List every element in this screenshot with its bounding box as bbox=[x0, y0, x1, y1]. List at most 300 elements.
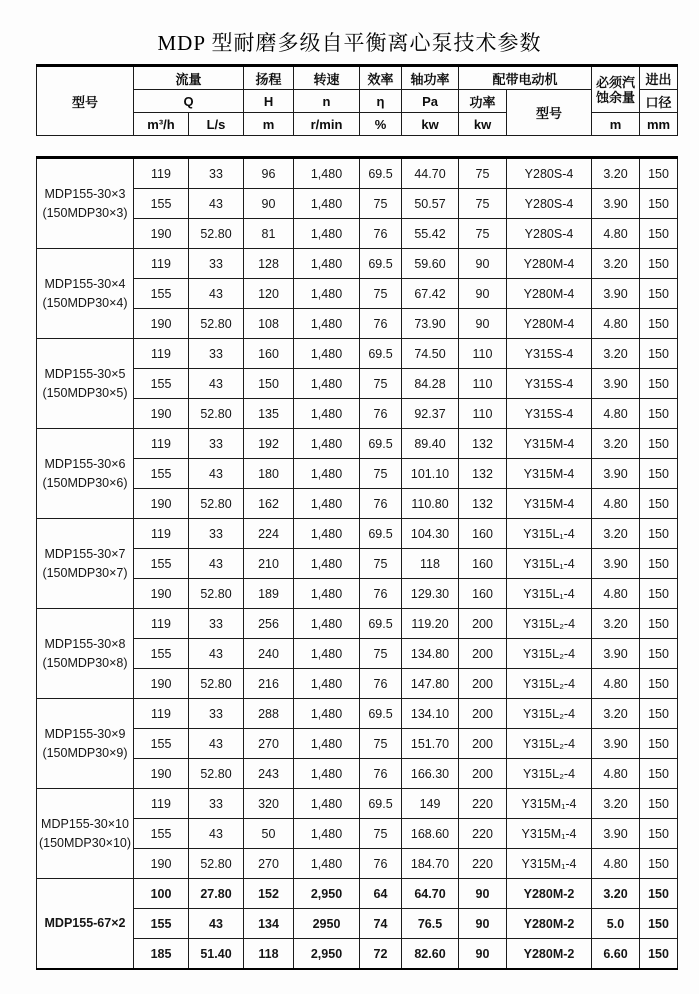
value-cell-speed_rpm: 1,480 bbox=[294, 549, 360, 579]
value-cell-motor_model: Y315M-4 bbox=[507, 429, 592, 459]
value-cell-flow_ls: 43 bbox=[189, 639, 244, 669]
parameter-table-body bbox=[36, 156, 678, 970]
value-cell-motor_model: Y315M₁-4 bbox=[507, 789, 592, 819]
value-cell-efficiency_pct: 76 bbox=[360, 219, 402, 249]
value-cell-motor_model: Y315L₂-4 bbox=[507, 729, 592, 759]
value-cell-shaft_power_kw: 73.90 bbox=[402, 309, 459, 339]
value-cell-port_mm: 150 bbox=[640, 189, 678, 219]
value-cell-npsh_m: 5.0 bbox=[592, 909, 640, 939]
pump-model-alias: (150MDP30×4) bbox=[42, 295, 128, 310]
value-cell-flow_m3h: 190 bbox=[134, 849, 189, 879]
pump-model-alias: (150MDP30×7) bbox=[42, 565, 128, 580]
value-cell-flow_ls: 51.40 bbox=[189, 939, 244, 970]
value-cell-port_mm: 150 bbox=[640, 939, 678, 970]
value-cell-motor_power_kw: 160 bbox=[459, 519, 507, 549]
value-cell-head_m: 134 bbox=[244, 909, 294, 939]
value-cell-head_m: 160 bbox=[244, 339, 294, 369]
value-cell-motor_model: Y280S-4 bbox=[507, 189, 592, 219]
value-cell-shaft_power_kw: 59.60 bbox=[402, 249, 459, 279]
value-cell-efficiency_pct: 75 bbox=[360, 279, 402, 309]
value-cell-motor_power_kw: 160 bbox=[459, 549, 507, 579]
value-cell-npsh_m: 4.80 bbox=[592, 309, 640, 339]
value-cell-flow_ls: 43 bbox=[189, 459, 244, 489]
value-cell-motor_model: Y280M-4 bbox=[507, 279, 592, 309]
value-cell-speed_rpm: 1,480 bbox=[294, 849, 360, 879]
value-cell-shaft_power_kw: 89.40 bbox=[402, 429, 459, 459]
value-cell-flow_ls: 33 bbox=[189, 519, 244, 549]
pump-model-name: MDP155-30×7 bbox=[44, 546, 126, 561]
value-cell-npsh_m: 3.20 bbox=[592, 699, 640, 729]
value-cell-npsh_m: 3.20 bbox=[592, 879, 640, 909]
header-row-2 bbox=[37, 90, 678, 113]
value-cell-efficiency_pct: 75 bbox=[360, 189, 402, 219]
table-row bbox=[37, 939, 678, 970]
value-cell-efficiency_pct: 64 bbox=[360, 879, 402, 909]
value-cell-motor_model: Y315M₁-4 bbox=[507, 849, 592, 879]
value-cell-motor_model: Y315L₁-4 bbox=[507, 579, 592, 609]
value-cell-shaft_power_kw: 118 bbox=[402, 549, 459, 579]
value-cell-efficiency_pct: 69.5 bbox=[360, 699, 402, 729]
value-cell-head_m: 162 bbox=[244, 489, 294, 519]
value-cell-motor_model: Y280M-2 bbox=[507, 879, 592, 909]
value-cell-flow_m3h: 190 bbox=[134, 309, 189, 339]
value-cell-motor_model: Y280S-4 bbox=[507, 158, 592, 189]
value-cell-flow_m3h: 155 bbox=[134, 189, 189, 219]
value-cell-efficiency_pct: 69.5 bbox=[360, 158, 402, 189]
value-cell-motor_model: Y315M-4 bbox=[507, 489, 592, 519]
col-header-motor: 配带电动机 bbox=[459, 66, 592, 90]
parameter-table-header bbox=[36, 64, 678, 136]
value-cell-motor_model: Y315L₂-4 bbox=[507, 609, 592, 639]
value-cell-port_mm: 150 bbox=[640, 669, 678, 699]
value-cell-flow_ls: 52.80 bbox=[189, 579, 244, 609]
value-cell-shaft_power_kw: 104.30 bbox=[402, 519, 459, 549]
value-cell-motor_power_kw: 110 bbox=[459, 339, 507, 369]
value-cell-efficiency_pct: 69.5 bbox=[360, 249, 402, 279]
value-cell-efficiency_pct: 76 bbox=[360, 849, 402, 879]
value-cell-flow_ls: 52.80 bbox=[189, 489, 244, 519]
table-row bbox=[37, 789, 678, 819]
value-cell-flow_m3h: 119 bbox=[134, 339, 189, 369]
value-cell-head_m: 189 bbox=[244, 579, 294, 609]
value-cell-speed_rpm: 1,480 bbox=[294, 819, 360, 849]
value-cell-motor_power_kw: 90 bbox=[459, 279, 507, 309]
table-row bbox=[37, 429, 678, 459]
value-cell-speed_rpm: 1,480 bbox=[294, 489, 360, 519]
symbol-head: H bbox=[244, 90, 294, 113]
table-row bbox=[37, 819, 678, 849]
value-cell-shaft_power_kw: 67.42 bbox=[402, 279, 459, 309]
table-row bbox=[37, 219, 678, 249]
value-cell-speed_rpm: 1,480 bbox=[294, 699, 360, 729]
value-cell-port_mm: 150 bbox=[640, 369, 678, 399]
value-cell-flow_ls: 33 bbox=[189, 249, 244, 279]
value-cell-shaft_power_kw: 74.50 bbox=[402, 339, 459, 369]
value-cell-head_m: 256 bbox=[244, 609, 294, 639]
col-header-speed: 转速 bbox=[294, 66, 360, 90]
value-cell-npsh_m: 3.90 bbox=[592, 279, 640, 309]
table-row bbox=[37, 849, 678, 879]
value-cell-npsh_m: 3.90 bbox=[592, 819, 640, 849]
col-header-model: 型号 bbox=[37, 66, 134, 136]
value-cell-motor_power_kw: 90 bbox=[459, 309, 507, 339]
value-cell-flow_ls: 43 bbox=[189, 819, 244, 849]
value-cell-flow_m3h: 190 bbox=[134, 579, 189, 609]
value-cell-shaft_power_kw: 149 bbox=[402, 789, 459, 819]
value-cell-head_m: 224 bbox=[244, 519, 294, 549]
table-row bbox=[37, 189, 678, 219]
value-cell-speed_rpm: 2,950 bbox=[294, 879, 360, 909]
value-cell-shaft_power_kw: 50.57 bbox=[402, 189, 459, 219]
value-cell-speed_rpm: 1,480 bbox=[294, 609, 360, 639]
value-cell-motor_power_kw: 200 bbox=[459, 759, 507, 789]
value-cell-head_m: 270 bbox=[244, 849, 294, 879]
value-cell-flow_ls: 33 bbox=[189, 699, 244, 729]
pump-model-alias: (150MDP30×9) bbox=[42, 745, 128, 760]
value-cell-efficiency_pct: 76 bbox=[360, 759, 402, 789]
value-cell-efficiency_pct: 69.5 bbox=[360, 339, 402, 369]
value-cell-motor_power_kw: 200 bbox=[459, 639, 507, 669]
value-cell-shaft_power_kw: 134.10 bbox=[402, 699, 459, 729]
unit-npsh: m bbox=[592, 113, 640, 136]
value-cell-efficiency_pct: 76 bbox=[360, 489, 402, 519]
value-cell-motor_model: Y280M-4 bbox=[507, 249, 592, 279]
value-cell-motor_model: Y280M-4 bbox=[507, 309, 592, 339]
value-cell-motor_model: Y315L₁-4 bbox=[507, 549, 592, 579]
pump-model-cell bbox=[37, 158, 134, 249]
value-cell-head_m: 288 bbox=[244, 699, 294, 729]
col-header-motor-model: 型号 bbox=[507, 90, 592, 136]
value-cell-flow_m3h: 155 bbox=[134, 549, 189, 579]
table-row bbox=[37, 279, 678, 309]
value-cell-motor_model: Y315M₁-4 bbox=[507, 819, 592, 849]
npsh-label-line1: 必须汽 bbox=[596, 74, 636, 90]
table-row bbox=[37, 399, 678, 429]
value-cell-flow_m3h: 155 bbox=[134, 909, 189, 939]
value-cell-motor_model: Y315L₂-4 bbox=[507, 759, 592, 789]
value-cell-port_mm: 150 bbox=[640, 459, 678, 489]
value-cell-flow_ls: 33 bbox=[189, 789, 244, 819]
value-cell-flow_m3h: 155 bbox=[134, 459, 189, 489]
table-row bbox=[37, 519, 678, 549]
value-cell-shaft_power_kw: 64.70 bbox=[402, 879, 459, 909]
pump-table-rows bbox=[37, 158, 678, 970]
pump-model-cell bbox=[37, 429, 134, 519]
value-cell-port_mm: 150 bbox=[640, 489, 678, 519]
value-cell-npsh_m: 3.90 bbox=[592, 639, 640, 669]
value-cell-speed_rpm: 1,480 bbox=[294, 579, 360, 609]
table-row bbox=[37, 249, 678, 279]
value-cell-efficiency_pct: 75 bbox=[360, 549, 402, 579]
value-cell-port_mm: 150 bbox=[640, 429, 678, 459]
value-cell-port_mm: 150 bbox=[640, 579, 678, 609]
value-cell-port_mm: 150 bbox=[640, 789, 678, 819]
value-cell-efficiency_pct: 75 bbox=[360, 639, 402, 669]
value-cell-head_m: 50 bbox=[244, 819, 294, 849]
value-cell-motor_power_kw: 90 bbox=[459, 939, 507, 970]
value-cell-motor_model: Y315L₁-4 bbox=[507, 519, 592, 549]
pump-model-cell bbox=[37, 519, 134, 609]
value-cell-shaft_power_kw: 82.60 bbox=[402, 939, 459, 970]
table-row bbox=[37, 158, 678, 189]
value-cell-head_m: 135 bbox=[244, 399, 294, 429]
value-cell-efficiency_pct: 74 bbox=[360, 909, 402, 939]
table-row bbox=[37, 639, 678, 669]
value-cell-motor_power_kw: 200 bbox=[459, 609, 507, 639]
value-cell-port_mm: 150 bbox=[640, 639, 678, 669]
value-cell-flow_m3h: 190 bbox=[134, 219, 189, 249]
value-cell-flow_m3h: 119 bbox=[134, 519, 189, 549]
value-cell-npsh_m: 3.90 bbox=[592, 729, 640, 759]
value-cell-shaft_power_kw: 129.30 bbox=[402, 579, 459, 609]
value-cell-flow_ls: 43 bbox=[189, 369, 244, 399]
value-cell-flow_m3h: 119 bbox=[134, 699, 189, 729]
value-cell-motor_model: Y315S-4 bbox=[507, 339, 592, 369]
unit-efficiency: % bbox=[360, 113, 402, 136]
value-cell-flow_m3h: 119 bbox=[134, 249, 189, 279]
value-cell-flow_ls: 52.80 bbox=[189, 669, 244, 699]
value-cell-npsh_m: 4.80 bbox=[592, 489, 640, 519]
value-cell-head_m: 216 bbox=[244, 669, 294, 699]
value-cell-flow_ls: 33 bbox=[189, 339, 244, 369]
value-cell-port_mm: 150 bbox=[640, 309, 678, 339]
value-cell-flow_m3h: 190 bbox=[134, 669, 189, 699]
value-cell-head_m: 96 bbox=[244, 158, 294, 189]
value-cell-flow_ls: 52.80 bbox=[189, 849, 244, 879]
pump-model-name: MDP155-30×4 bbox=[44, 276, 126, 291]
value-cell-motor_model: Y315L₂-4 bbox=[507, 699, 592, 729]
table-row bbox=[37, 759, 678, 789]
value-cell-flow_ls: 33 bbox=[189, 158, 244, 189]
symbol-shaft-power: Pa bbox=[402, 90, 459, 113]
value-cell-motor_power_kw: 200 bbox=[459, 699, 507, 729]
pump-model-cell bbox=[37, 879, 134, 970]
value-cell-speed_rpm: 1,480 bbox=[294, 219, 360, 249]
value-cell-speed_rpm: 1,480 bbox=[294, 369, 360, 399]
symbol-speed: n bbox=[294, 90, 360, 113]
value-cell-motor_power_kw: 200 bbox=[459, 729, 507, 759]
value-cell-shaft_power_kw: 134.80 bbox=[402, 639, 459, 669]
value-cell-speed_rpm: 1,480 bbox=[294, 249, 360, 279]
value-cell-motor_model: Y315L₂-4 bbox=[507, 639, 592, 669]
value-cell-flow_m3h: 155 bbox=[134, 819, 189, 849]
value-cell-port_mm: 150 bbox=[640, 399, 678, 429]
value-cell-efficiency_pct: 72 bbox=[360, 939, 402, 970]
value-cell-flow_m3h: 155 bbox=[134, 369, 189, 399]
col-header-npsh bbox=[592, 66, 640, 113]
value-cell-motor_model: Y280M-2 bbox=[507, 909, 592, 939]
value-cell-npsh_m: 3.90 bbox=[592, 189, 640, 219]
pump-model-cell bbox=[37, 699, 134, 789]
value-cell-speed_rpm: 1,480 bbox=[294, 399, 360, 429]
value-cell-head_m: 152 bbox=[244, 879, 294, 909]
value-cell-efficiency_pct: 76 bbox=[360, 399, 402, 429]
value-cell-head_m: 150 bbox=[244, 369, 294, 399]
table-row bbox=[37, 309, 678, 339]
value-cell-motor_model: Y315S-4 bbox=[507, 369, 592, 399]
pump-model-name: MDP155-30×8 bbox=[44, 636, 126, 651]
symbol-efficiency: η bbox=[360, 90, 402, 113]
value-cell-shaft_power_kw: 147.80 bbox=[402, 669, 459, 699]
unit-port: mm bbox=[640, 113, 678, 136]
pump-model-alias: (150MDP30×6) bbox=[42, 475, 128, 490]
value-cell-motor_power_kw: 160 bbox=[459, 579, 507, 609]
col-header-efficiency: 效率 bbox=[360, 66, 402, 90]
value-cell-motor_power_kw: 220 bbox=[459, 849, 507, 879]
value-cell-npsh_m: 3.20 bbox=[592, 158, 640, 189]
value-cell-speed_rpm: 1,480 bbox=[294, 729, 360, 759]
value-cell-npsh_m: 4.80 bbox=[592, 849, 640, 879]
value-cell-npsh_m: 4.80 bbox=[592, 219, 640, 249]
value-cell-motor_power_kw: 90 bbox=[459, 879, 507, 909]
value-cell-npsh_m: 6.60 bbox=[592, 939, 640, 970]
value-cell-shaft_power_kw: 166.30 bbox=[402, 759, 459, 789]
value-cell-flow_m3h: 119 bbox=[134, 609, 189, 639]
value-cell-head_m: 270 bbox=[244, 729, 294, 759]
value-cell-motor_model: Y280S-4 bbox=[507, 219, 592, 249]
value-cell-speed_rpm: 1,480 bbox=[294, 339, 360, 369]
value-cell-npsh_m: 3.90 bbox=[592, 549, 640, 579]
value-cell-shaft_power_kw: 55.42 bbox=[402, 219, 459, 249]
value-cell-shaft_power_kw: 184.70 bbox=[402, 849, 459, 879]
pump-model-cell bbox=[37, 609, 134, 699]
value-cell-motor_power_kw: 132 bbox=[459, 459, 507, 489]
value-cell-efficiency_pct: 75 bbox=[360, 729, 402, 759]
value-cell-motor_power_kw: 110 bbox=[459, 369, 507, 399]
value-cell-flow_m3h: 190 bbox=[134, 759, 189, 789]
col-header-head: 扬程 bbox=[244, 66, 294, 90]
value-cell-flow_m3h: 119 bbox=[134, 789, 189, 819]
col-header-port-line2: 口径 bbox=[640, 90, 678, 113]
pump-model-name: MDP155-67×2 bbox=[44, 916, 126, 930]
value-cell-flow_ls: 43 bbox=[189, 729, 244, 759]
value-cell-head_m: 120 bbox=[244, 279, 294, 309]
value-cell-speed_rpm: 1,480 bbox=[294, 309, 360, 339]
unit-head: m bbox=[244, 113, 294, 136]
symbol-flow: Q bbox=[134, 90, 244, 113]
value-cell-efficiency_pct: 76 bbox=[360, 579, 402, 609]
value-cell-head_m: 81 bbox=[244, 219, 294, 249]
col-header-shaft-power: 轴功率 bbox=[402, 66, 459, 90]
pump-model-alias: (150MDP30×3) bbox=[42, 205, 128, 220]
unit-speed: r/min bbox=[294, 113, 360, 136]
pump-model-alias: (150MDP30×10) bbox=[38, 835, 132, 850]
value-cell-port_mm: 150 bbox=[640, 819, 678, 849]
value-cell-efficiency_pct: 76 bbox=[360, 309, 402, 339]
col-header-motor-power: 功率 bbox=[459, 90, 507, 113]
pump-model-alias: (150MDP30×8) bbox=[42, 655, 128, 670]
col-header-port-line1: 进出 bbox=[640, 66, 678, 90]
pump-model-alias: (150MDP30×5) bbox=[42, 385, 128, 400]
value-cell-shaft_power_kw: 84.28 bbox=[402, 369, 459, 399]
value-cell-port_mm: 150 bbox=[640, 219, 678, 249]
value-cell-speed_rpm: 1,480 bbox=[294, 639, 360, 669]
value-cell-port_mm: 150 bbox=[640, 729, 678, 759]
value-cell-npsh_m: 3.90 bbox=[592, 369, 640, 399]
value-cell-flow_ls: 43 bbox=[189, 189, 244, 219]
value-cell-head_m: 108 bbox=[244, 309, 294, 339]
table-row bbox=[37, 579, 678, 609]
value-cell-flow_ls: 33 bbox=[189, 609, 244, 639]
value-cell-port_mm: 150 bbox=[640, 339, 678, 369]
value-cell-port_mm: 150 bbox=[640, 549, 678, 579]
value-cell-flow_m3h: 155 bbox=[134, 279, 189, 309]
value-cell-port_mm: 150 bbox=[640, 249, 678, 279]
value-cell-motor_power_kw: 132 bbox=[459, 489, 507, 519]
table-row bbox=[37, 609, 678, 639]
value-cell-shaft_power_kw: 101.10 bbox=[402, 459, 459, 489]
pump-model-cell bbox=[37, 789, 134, 879]
value-cell-efficiency_pct: 69.5 bbox=[360, 519, 402, 549]
value-cell-npsh_m: 4.80 bbox=[592, 399, 640, 429]
value-cell-port_mm: 150 bbox=[640, 879, 678, 909]
value-cell-port_mm: 150 bbox=[640, 609, 678, 639]
value-cell-motor_power_kw: 75 bbox=[459, 158, 507, 189]
value-cell-npsh_m: 3.20 bbox=[592, 519, 640, 549]
value-cell-speed_rpm: 2,950 bbox=[294, 939, 360, 970]
pump-model-name: MDP155-30×10 bbox=[41, 816, 129, 831]
table-row bbox=[37, 459, 678, 489]
value-cell-shaft_power_kw: 76.5 bbox=[402, 909, 459, 939]
value-cell-shaft_power_kw: 119.20 bbox=[402, 609, 459, 639]
value-cell-efficiency_pct: 69.5 bbox=[360, 429, 402, 459]
value-cell-flow_ls: 27.80 bbox=[189, 879, 244, 909]
value-cell-speed_rpm: 1,480 bbox=[294, 459, 360, 489]
value-cell-head_m: 243 bbox=[244, 759, 294, 789]
value-cell-flow_ls: 52.80 bbox=[189, 309, 244, 339]
value-cell-flow_ls: 43 bbox=[189, 549, 244, 579]
value-cell-motor_power_kw: 90 bbox=[459, 909, 507, 939]
value-cell-shaft_power_kw: 151.70 bbox=[402, 729, 459, 759]
value-cell-head_m: 128 bbox=[244, 249, 294, 279]
value-cell-efficiency_pct: 69.5 bbox=[360, 789, 402, 819]
value-cell-npsh_m: 4.80 bbox=[592, 759, 640, 789]
pump-model-name: MDP155-30×6 bbox=[44, 456, 126, 471]
value-cell-motor_power_kw: 220 bbox=[459, 789, 507, 819]
value-cell-flow_ls: 43 bbox=[189, 279, 244, 309]
value-cell-flow_ls: 52.80 bbox=[189, 219, 244, 249]
pump-model-name: MDP155-30×3 bbox=[44, 186, 126, 201]
value-cell-motor_power_kw: 220 bbox=[459, 819, 507, 849]
value-cell-motor_model: Y315S-4 bbox=[507, 399, 592, 429]
value-cell-head_m: 210 bbox=[244, 549, 294, 579]
value-cell-npsh_m: 4.80 bbox=[592, 579, 640, 609]
value-cell-flow_ls: 43 bbox=[189, 909, 244, 939]
value-cell-motor_model: Y315L₂-4 bbox=[507, 669, 592, 699]
page-title: MDP 型耐磨多级自平衡离心泵技术参数 bbox=[157, 31, 542, 55]
value-cell-npsh_m: 3.20 bbox=[592, 609, 640, 639]
value-cell-efficiency_pct: 75 bbox=[360, 369, 402, 399]
value-cell-port_mm: 150 bbox=[640, 849, 678, 879]
value-cell-motor_power_kw: 90 bbox=[459, 249, 507, 279]
value-cell-port_mm: 150 bbox=[640, 699, 678, 729]
value-cell-flow_m3h: 155 bbox=[134, 639, 189, 669]
value-cell-shaft_power_kw: 168.60 bbox=[402, 819, 459, 849]
value-cell-speed_rpm: 1,480 bbox=[294, 789, 360, 819]
table-row bbox=[37, 909, 678, 939]
value-cell-motor_power_kw: 75 bbox=[459, 189, 507, 219]
value-cell-npsh_m: 3.20 bbox=[592, 789, 640, 819]
value-cell-head_m: 192 bbox=[244, 429, 294, 459]
value-cell-flow_ls: 52.80 bbox=[189, 399, 244, 429]
value-cell-motor_power_kw: 75 bbox=[459, 219, 507, 249]
value-cell-speed_rpm: 1,480 bbox=[294, 669, 360, 699]
table-row bbox=[37, 879, 678, 909]
value-cell-flow_ls: 33 bbox=[189, 429, 244, 459]
value-cell-speed_rpm: 1,480 bbox=[294, 189, 360, 219]
pump-model-name: MDP155-30×9 bbox=[44, 726, 126, 741]
value-cell-speed_rpm: 1,480 bbox=[294, 158, 360, 189]
